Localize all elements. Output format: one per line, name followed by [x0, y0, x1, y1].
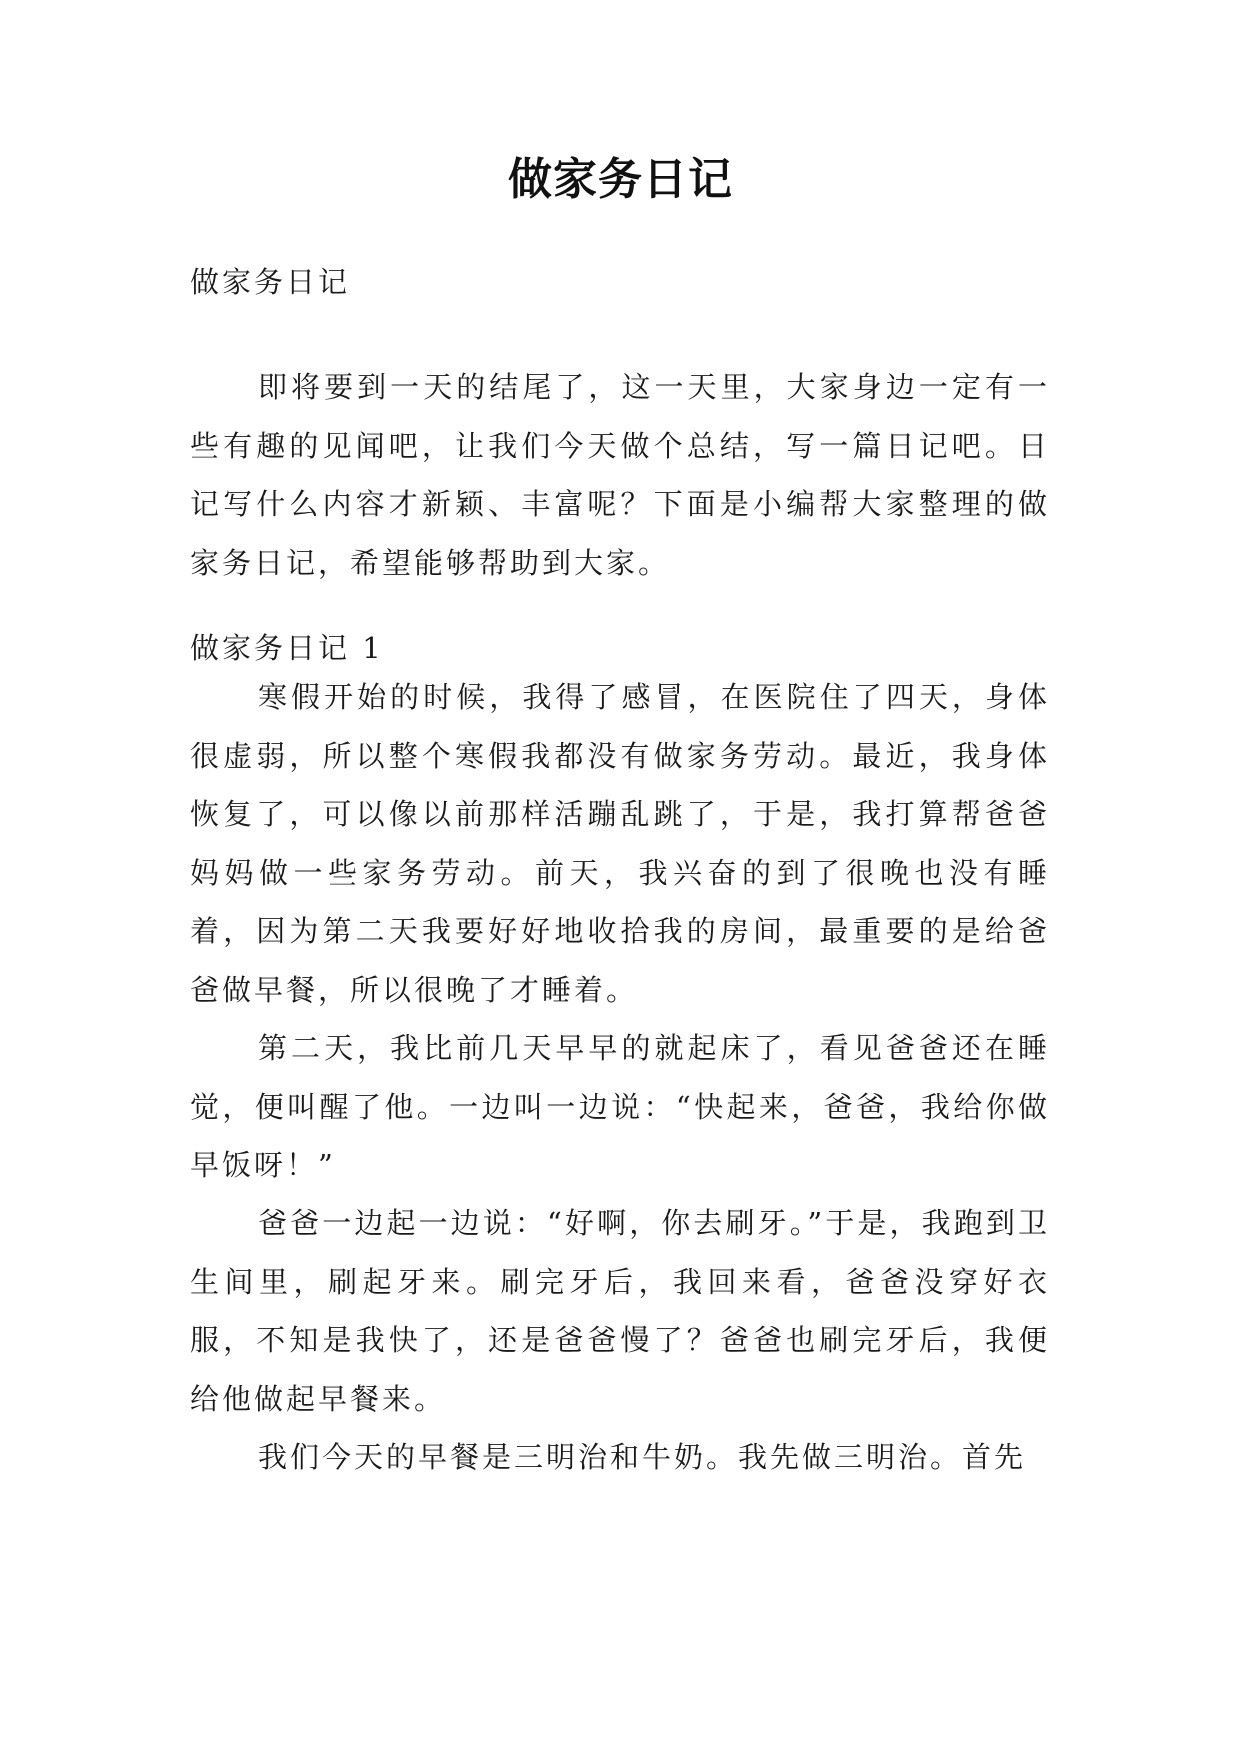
page-title: 做家务日记 — [508, 154, 733, 205]
intro-paragraph: 即将要到一天的结尾了，这一天里，大家身边一定有一些有趣的见闻吧，让我们今天做个总结，写一篇日记吧。日记写什么内容才新颖、丰富呢？下面是小编帮大家整理的做家务日记，希望能够帮助到大家。 — [190, 370, 1050, 580]
body-paragraph: 我们今天的早餐是三明治和牛奶。我先做三明治。首先 — [258, 1440, 1027, 1474]
section-heading: 做家务日记 1 — [190, 631, 384, 665]
document-subtitle: 做家务日记 — [190, 265, 351, 299]
body-paragraph: 爸爸一边起一边说：“好啊，你去刷牙。”于是，我跑到卫生间里，刷起牙来。刷完牙后，我回来看，爸爸没穿好衣服，不知是我快了，还是爸爸慢了？爸爸也刷完牙后，我便给他做起早餐来。 — [190, 1206, 1050, 1416]
body-paragraph: 寒假开始的时候，我得了感冒，在医院住了四天，身体很虚弱，所以整个寒假我都没有做家务劳动。最近，我身体恢复了，可以像以前那样活蹦乱跳了，于是，我打算帮爸爸妈妈做一些家务劳动。前天，我兴奋的到了很晚也没有睡着，因为第二天我要好好地收拾我的房间，最重要的是给爸爸做早餐，所以很晚了才睡着。 — [190, 680, 1050, 1007]
body-paragraph: 第二天，我比前几天早早的就起床了，看见爸爸还在睡觉，便叫醒了他。一边叫一边说：“快起来，爸爸，我给你做早饭呀！” — [190, 1031, 1050, 1182]
